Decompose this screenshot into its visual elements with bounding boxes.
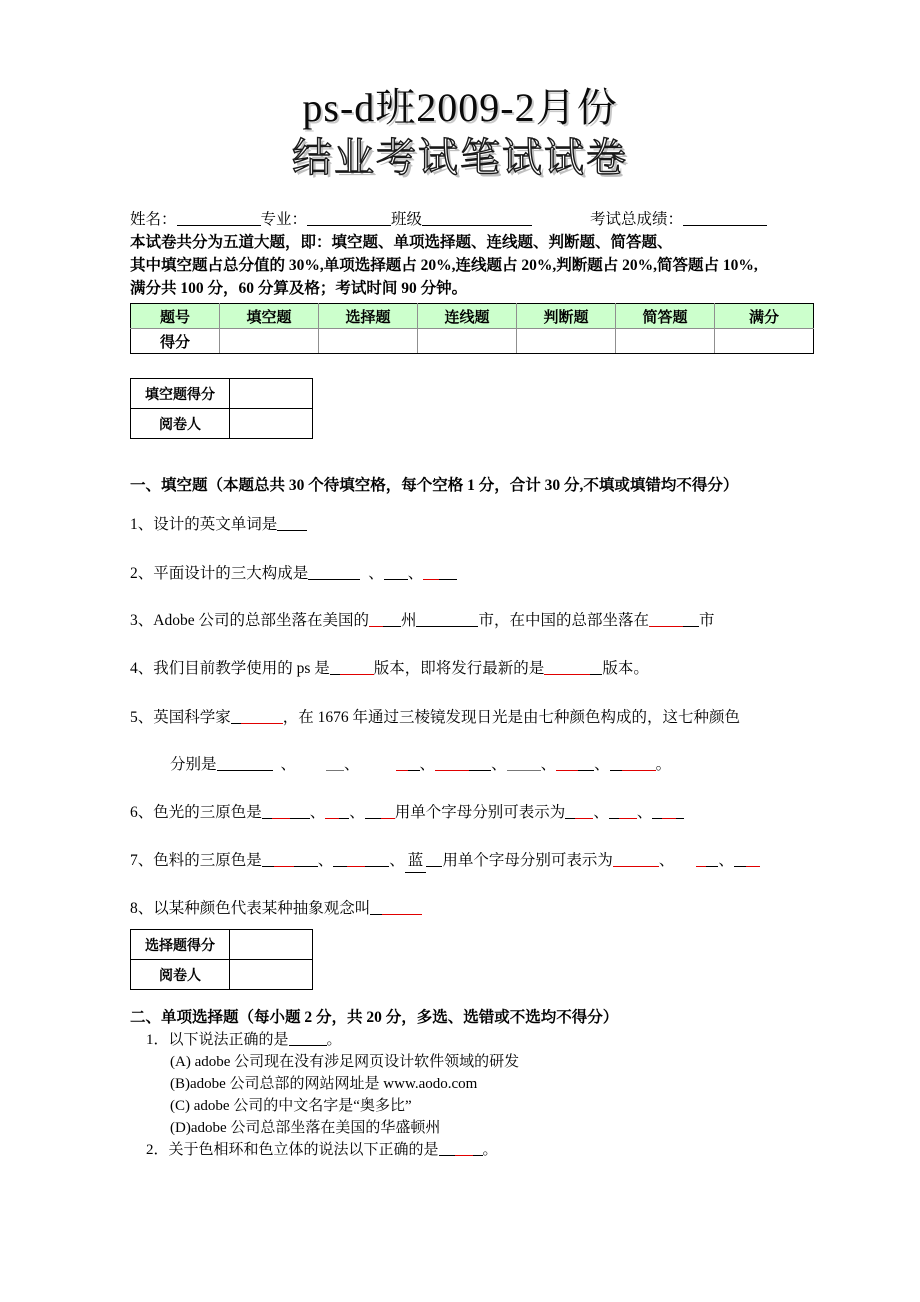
q5-blank-7a[interactable] xyxy=(556,755,578,771)
mc-question-2 xyxy=(130,1139,820,1161)
q5-stem-c: 分别是 xyxy=(170,756,217,773)
q6-sep-1: 、 xyxy=(309,804,326,821)
td-score-fill-blank[interactable] xyxy=(220,329,319,354)
q2-blank-3a[interactable] xyxy=(423,564,439,580)
table-header-row xyxy=(131,304,814,329)
q5-blank-8a[interactable] xyxy=(610,755,622,771)
q7-sep-4: 、 xyxy=(718,852,734,869)
q6-blank-5a[interactable] xyxy=(609,803,619,819)
mc-question-1-option-b[interactable]: (B)adobe 公司总部的网站网址是 www.aodo.com xyxy=(170,1076,478,1092)
choice-score-box xyxy=(130,929,313,990)
q5-blank-1a[interactable] xyxy=(231,708,241,724)
table-row xyxy=(131,960,313,990)
question-4 xyxy=(130,657,820,680)
question-1-text xyxy=(130,513,820,536)
q3-stem-c: 市，在中国的总部坐落在 xyxy=(478,612,649,629)
document-title xyxy=(0,84,920,184)
q6-blank-1a[interactable] xyxy=(262,803,272,819)
q5-blank-5a[interactable] xyxy=(435,755,469,771)
class-blank[interactable] xyxy=(422,210,532,226)
fill-grader-value[interactable] xyxy=(230,409,313,439)
td-score-matching[interactable] xyxy=(418,329,517,354)
mc-question-1 xyxy=(130,1029,820,1051)
section-1-title: 一、填空题（本题总共 30 个待填空格，每个空格 1 分，合计 30 分,不填或填错均不得分） xyxy=(130,477,739,494)
q1-blank-1[interactable] xyxy=(277,515,307,531)
td-score-truefalse[interactable] xyxy=(517,329,616,354)
q2-blank-1[interactable] xyxy=(308,564,360,580)
q7-blank-3tail[interactable] xyxy=(426,851,442,867)
th-full-score: 满分 xyxy=(715,304,814,329)
th-question-no: 题号 xyxy=(131,304,220,329)
q6-blank-3a[interactable] xyxy=(365,803,381,819)
question-6-text xyxy=(130,801,820,824)
q8-blank-1b[interactable] xyxy=(382,899,422,915)
td-score-total[interactable] xyxy=(715,329,814,354)
q6-blank-6b[interactable] xyxy=(662,803,676,819)
fill-grader-label: 阅卷人 xyxy=(131,409,230,439)
th-short-answer: 简答题 xyxy=(616,304,715,329)
q5-blank-3[interactable] xyxy=(326,755,344,771)
q8-stem: 8、以某种颜色代表某种抽象观念叫 xyxy=(130,900,371,917)
th-matching: 连线题 xyxy=(418,304,517,329)
section-2-title: 二、单项选择题（每小题 2 分，共 20 分，多选、选错或不选均不得分） xyxy=(130,1009,619,1026)
q6-blank-2b[interactable] xyxy=(339,803,349,819)
q5-sep-3: 、 xyxy=(419,756,436,773)
q4-blank-2a[interactable] xyxy=(544,659,590,675)
question-3 xyxy=(130,609,820,632)
question-1 xyxy=(130,513,820,536)
q5-blank-5b[interactable] xyxy=(469,755,491,771)
q6-sep-4: 、 xyxy=(636,804,653,821)
q5-blank-8b[interactable] xyxy=(622,755,656,771)
fill-score-label: 填空题得分 xyxy=(131,379,230,409)
q6-blank-5b[interactable] xyxy=(619,803,637,819)
q7-blank-2b[interactable] xyxy=(347,851,365,867)
major-blank[interactable] xyxy=(307,210,391,226)
section-1-heading xyxy=(130,473,820,495)
q5-sep-4: 、 xyxy=(491,756,507,773)
question-7-text xyxy=(130,849,820,873)
q5-end: 。 xyxy=(655,756,672,773)
q6-blank-2a[interactable] xyxy=(325,803,339,819)
major-label: 专业： xyxy=(260,211,308,228)
q4-stem-a: 4、我们目前教学使用的 ps 是 xyxy=(130,660,330,677)
mcq2-stem: 2．关于色相环和色立体的说法以下正确的是 xyxy=(146,1142,439,1158)
q3-blank-3a[interactable] xyxy=(649,611,683,627)
q3-stem-b: 州 xyxy=(400,612,417,629)
question-8 xyxy=(130,897,820,920)
q2-blank-3b[interactable] xyxy=(439,564,457,580)
q2-stem: 2、平面设计的三大构成是 xyxy=(130,565,309,582)
q5-blank-4a[interactable] xyxy=(396,755,408,771)
q4-blank-1b[interactable] xyxy=(340,659,374,675)
table-row xyxy=(131,379,313,409)
title-line-1: ps-d班2009-2月份 xyxy=(302,85,618,130)
q7-blank-2a[interactable] xyxy=(333,851,347,867)
q6-blank-4b[interactable] xyxy=(575,803,593,819)
q7-stem-a: 7、色料的三原色是 xyxy=(130,852,262,869)
question-5 xyxy=(130,706,820,776)
q7-sep-1: 、 xyxy=(317,852,334,869)
th-choice: 选择题 xyxy=(319,304,418,329)
q6-blank-4a[interactable] xyxy=(565,803,575,819)
q7-blank-5a[interactable] xyxy=(696,851,706,867)
table-row xyxy=(131,329,814,354)
q7-blank-6a[interactable] xyxy=(734,851,746,867)
q5-sep-5: 、 xyxy=(540,756,557,773)
q1-stem: 1、设计的英文单词是 xyxy=(130,516,278,533)
section-2-questions xyxy=(130,1029,820,1161)
q5-sep-6: 、 xyxy=(594,756,610,773)
q6-blank-6a[interactable] xyxy=(652,803,662,819)
q2-separator-1: 、 xyxy=(368,565,384,582)
q5-stem-b: ，在 1676 年通过三棱镜发现日光是由七种颜色构成的，这七种颜色 xyxy=(282,709,741,726)
mc-question-1-option-d[interactable]: (D)adobe 公司总部坐落在美国的华盛顿州 xyxy=(170,1120,441,1136)
mcq2-answer-blank-c[interactable] xyxy=(473,1140,483,1156)
q6-blank-6c[interactable] xyxy=(676,803,684,819)
q5-blank-4b[interactable] xyxy=(408,755,420,771)
q6-stem-a: 6、色光的三原色是 xyxy=(130,804,262,821)
q4-blank-1a[interactable] xyxy=(330,659,340,675)
q2-blank-2[interactable] xyxy=(384,564,408,580)
q7-stem-b: 用单个字母分别可表示为 xyxy=(442,852,613,869)
mcq1-stem: 1．以下说法正确的是 xyxy=(146,1032,289,1048)
q3-blank-1b[interactable] xyxy=(383,611,401,627)
q5-blank-7b[interactable] xyxy=(578,755,594,771)
th-fill-blank: 填空题 xyxy=(220,304,319,329)
q6-blank-1c[interactable] xyxy=(290,803,310,819)
name-label: 姓名： xyxy=(130,211,177,228)
mcq2-period: 。 xyxy=(482,1142,498,1158)
question-3-text xyxy=(130,609,820,632)
mcq1-answer-blank[interactable] xyxy=(289,1030,327,1046)
q7-blank-1a[interactable] xyxy=(262,851,274,867)
mc-question-1-option-a[interactable]: (A) adobe 公司现在没有涉足网页设计软件领域的研发 xyxy=(170,1054,520,1070)
title-line-2: 结业考试笔试试卷 xyxy=(292,135,628,180)
q5-stem-a: 5、英国科学家 xyxy=(130,709,231,726)
choice-grader-label: 阅卷人 xyxy=(131,960,230,990)
question-2 xyxy=(130,562,820,585)
q7-sep-2: 、 xyxy=(389,852,405,869)
total-score-blank[interactable] xyxy=(683,210,767,226)
q6-blank-3b[interactable] xyxy=(381,803,395,819)
q6-stem-b: 用单个字母分别可表示为 xyxy=(394,804,566,821)
description-line-3: 满分共 100 分，60 分算及格；考试时间 90 分钟。 xyxy=(130,280,468,297)
description-line-1: 本试卷共分为五道大题，即：填空题、单项选择题、连线题、判断题、简答题、 xyxy=(130,234,673,251)
q3-blank-1a[interactable] xyxy=(369,611,383,627)
q6-sep-2: 、 xyxy=(349,804,365,821)
question-5-text-line-1 xyxy=(130,706,820,729)
q7-blank-5b[interactable] xyxy=(706,851,718,867)
mcq2-answer-blank-b[interactable] xyxy=(455,1140,473,1156)
q4-stem-c: 版本。 xyxy=(602,660,649,677)
q4-blank-2b[interactable] xyxy=(590,659,602,675)
q7-blank-6b[interactable] xyxy=(746,851,760,867)
q7-blank-4a[interactable] xyxy=(613,851,659,867)
name-blank[interactable] xyxy=(177,210,261,226)
q5-blank-1b[interactable] xyxy=(241,708,283,724)
td-score-short-answer[interactable] xyxy=(616,329,715,354)
class-label: 班级 xyxy=(391,211,423,228)
question-6 xyxy=(130,801,820,824)
q8-blank-1a[interactable] xyxy=(370,899,382,915)
question-5-text-line-2 xyxy=(130,753,820,776)
choice-score-value[interactable] xyxy=(230,930,313,960)
choice-score-label: 选择题得分 xyxy=(131,930,230,960)
identity-line xyxy=(130,208,810,231)
choice-grader-value[interactable] xyxy=(230,960,313,990)
q4-stem-b: 版本，即将发行最新的是 xyxy=(373,660,545,677)
q5-sep-2: 、 xyxy=(344,756,360,773)
q3-stem-d: 市 xyxy=(698,612,715,629)
q3-blank-3b[interactable] xyxy=(683,611,699,627)
q5-blank-6[interactable] xyxy=(507,755,541,771)
header-info-block xyxy=(130,208,810,300)
section-2-heading xyxy=(130,1005,820,1027)
q2-separator-2: 、 xyxy=(407,565,424,582)
table-row xyxy=(131,930,313,960)
score-summary-table xyxy=(130,303,814,354)
mcq1-period: 。 xyxy=(326,1032,342,1048)
mcq2-answer-blank-a[interactable] xyxy=(439,1140,455,1156)
q7-blank-1c[interactable] xyxy=(294,851,318,867)
fill-score-value[interactable] xyxy=(230,379,313,409)
q6-blank-1b[interactable] xyxy=(272,803,290,819)
q7-blank-2c[interactable] xyxy=(365,851,389,867)
question-2-text xyxy=(130,562,820,585)
description-line-2: 其中填空题占总分值的 30%,单项选择题占 20%,连线题占 20%,判断题占 20%,简答题占 10%, xyxy=(130,257,758,274)
td-score-choice[interactable] xyxy=(319,329,418,354)
q3-blank-2[interactable] xyxy=(416,611,478,627)
q7-filled-answer[interactable]: 蓝 xyxy=(405,849,427,873)
td-score-label: 得分 xyxy=(131,329,220,354)
th-truefalse: 判断题 xyxy=(517,304,616,329)
table-row xyxy=(131,409,313,439)
q5-sep-1: 、 xyxy=(280,756,297,773)
q5-blank-2[interactable] xyxy=(217,755,273,771)
q6-sep-3: 、 xyxy=(593,804,609,821)
q7-blank-1b[interactable] xyxy=(274,851,294,867)
q7-sep-3: 、 xyxy=(658,852,675,869)
mc-question-1-option-c[interactable]: (C) adobe 公司的中文名字是“奥多比” xyxy=(170,1098,412,1114)
question-7 xyxy=(130,849,820,873)
question-4-text xyxy=(130,657,820,680)
q3-stem-a: 3、Adobe 公司的总部坐落在美国的 xyxy=(130,612,369,629)
fill-blank-score-box xyxy=(130,378,313,439)
question-8-text xyxy=(130,897,820,920)
total-score-label: 考试总成绩： xyxy=(590,211,684,228)
